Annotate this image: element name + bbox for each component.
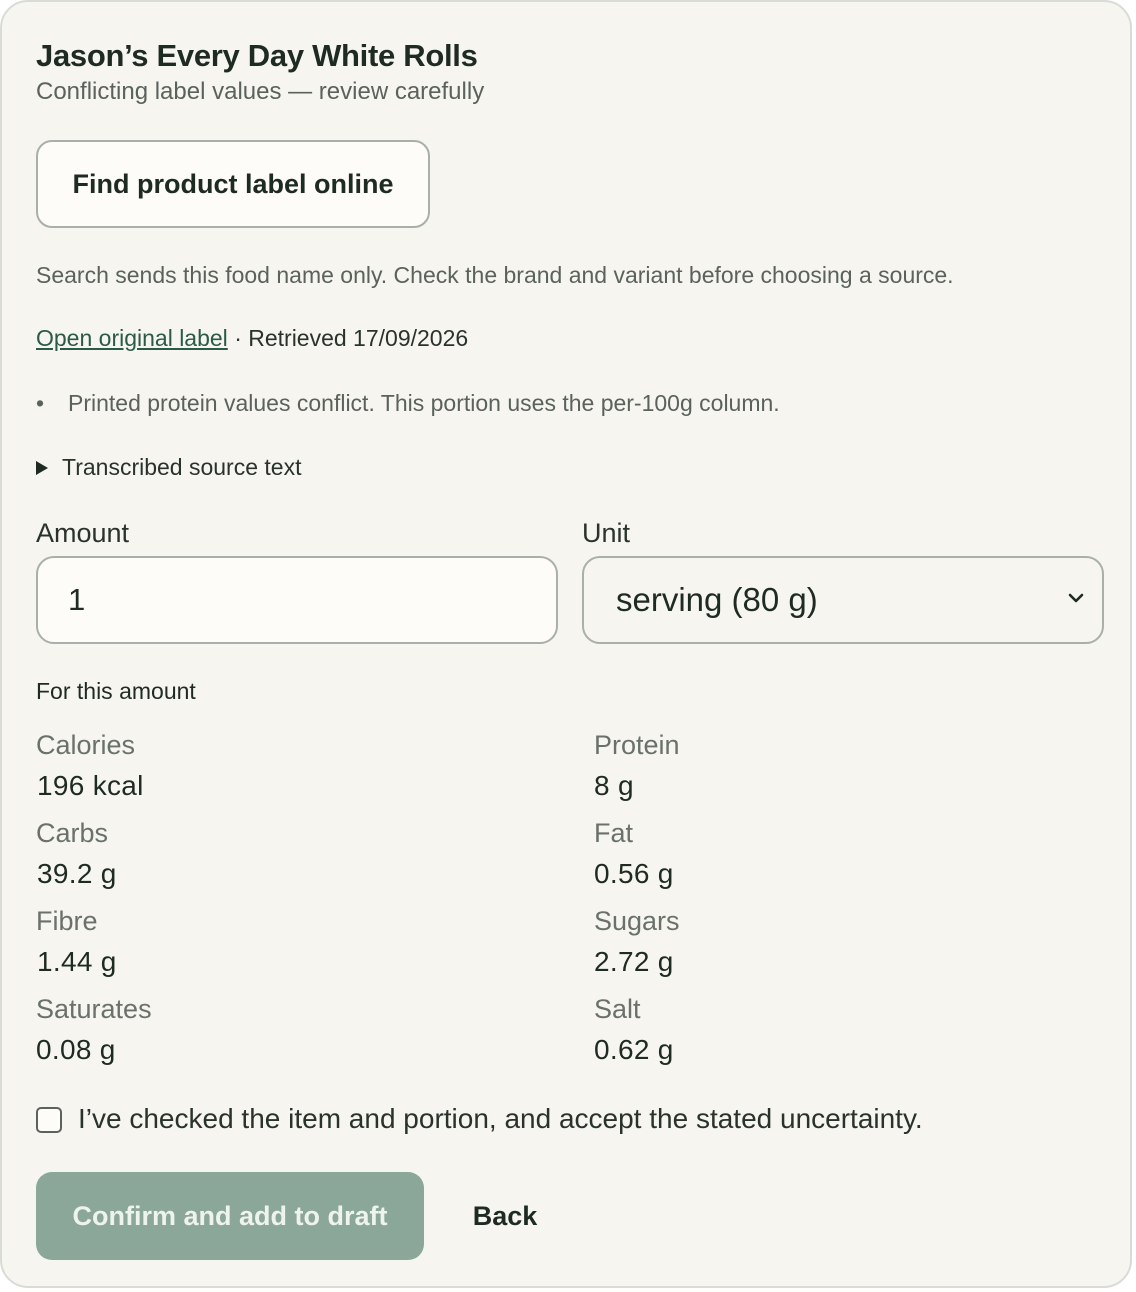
amount-input[interactable] xyxy=(36,556,558,644)
page-title: Jason’s Every Day White Rolls xyxy=(36,38,478,73)
nutrient-label-fibre: Fibre xyxy=(36,906,98,936)
nutrient-value-carbs: 39.2 g xyxy=(37,858,117,889)
nutrient-value-salt: 0.62 g xyxy=(594,1034,674,1065)
retrieved-date: · Retrieved 17/09/2026 xyxy=(234,325,469,351)
disclosure-label: Transcribed source text xyxy=(62,454,302,480)
open-original-label-link[interactable]: Open original label xyxy=(36,325,228,351)
warning-list xyxy=(36,390,780,417)
nutrient-value-fibre: 1.44 g xyxy=(37,946,117,977)
nutrient-label-sugars: Sugars xyxy=(594,906,680,936)
unit-label: Unit xyxy=(582,518,631,548)
confirm-add-to-draft-button[interactable]: Confirm and add to draft xyxy=(36,1172,424,1260)
accept-uncertainty-checkbox[interactable] xyxy=(36,1107,62,1133)
nutrient-value-fat: 0.56 g xyxy=(594,858,674,889)
search-note: Search sends this food name only. Check the brand and variant before choosing a source. xyxy=(36,262,954,288)
unit-selected-value: serving (80 g) xyxy=(616,581,818,618)
nutrient-label-calories: Calories xyxy=(36,730,136,760)
chevron-down-icon xyxy=(1066,588,1086,608)
unit-select[interactable] xyxy=(582,556,1104,644)
nutrient-value-protein: 8 g xyxy=(594,770,634,801)
nutrition-heading: For this amount xyxy=(36,678,196,704)
back-button[interactable]: Back xyxy=(472,1200,538,1231)
page-subtitle: Conflicting label values — review carefully xyxy=(36,78,485,105)
amount-label: Amount xyxy=(36,518,130,548)
transcribed-source-disclosure[interactable] xyxy=(36,454,301,481)
source-line xyxy=(36,325,468,352)
find-label-online-button[interactable]: Find product label online xyxy=(36,140,430,228)
nutrient-label-carbs: Carbs xyxy=(36,818,109,848)
disclosure-triangle-icon xyxy=(36,461,48,475)
nutrient-label-protein: Protein xyxy=(594,730,680,760)
nutrient-value-calories: 196 kcal xyxy=(37,770,144,801)
warning-item: • Printed protein values conflict. This portion uses the per-100g column. xyxy=(36,390,780,417)
nutrient-label-saturates: Saturates xyxy=(36,994,152,1024)
nutrient-label-salt: Salt xyxy=(594,994,641,1024)
accept-uncertainty-label[interactable]: I’ve checked the item and portion, and accept the stated uncertainty. xyxy=(78,1103,923,1134)
nutrient-value-saturates: 0.08 g xyxy=(36,1034,116,1065)
nutrient-label-fat: Fat xyxy=(594,818,634,848)
nutrient-value-sugars: 2.72 g xyxy=(594,946,674,977)
